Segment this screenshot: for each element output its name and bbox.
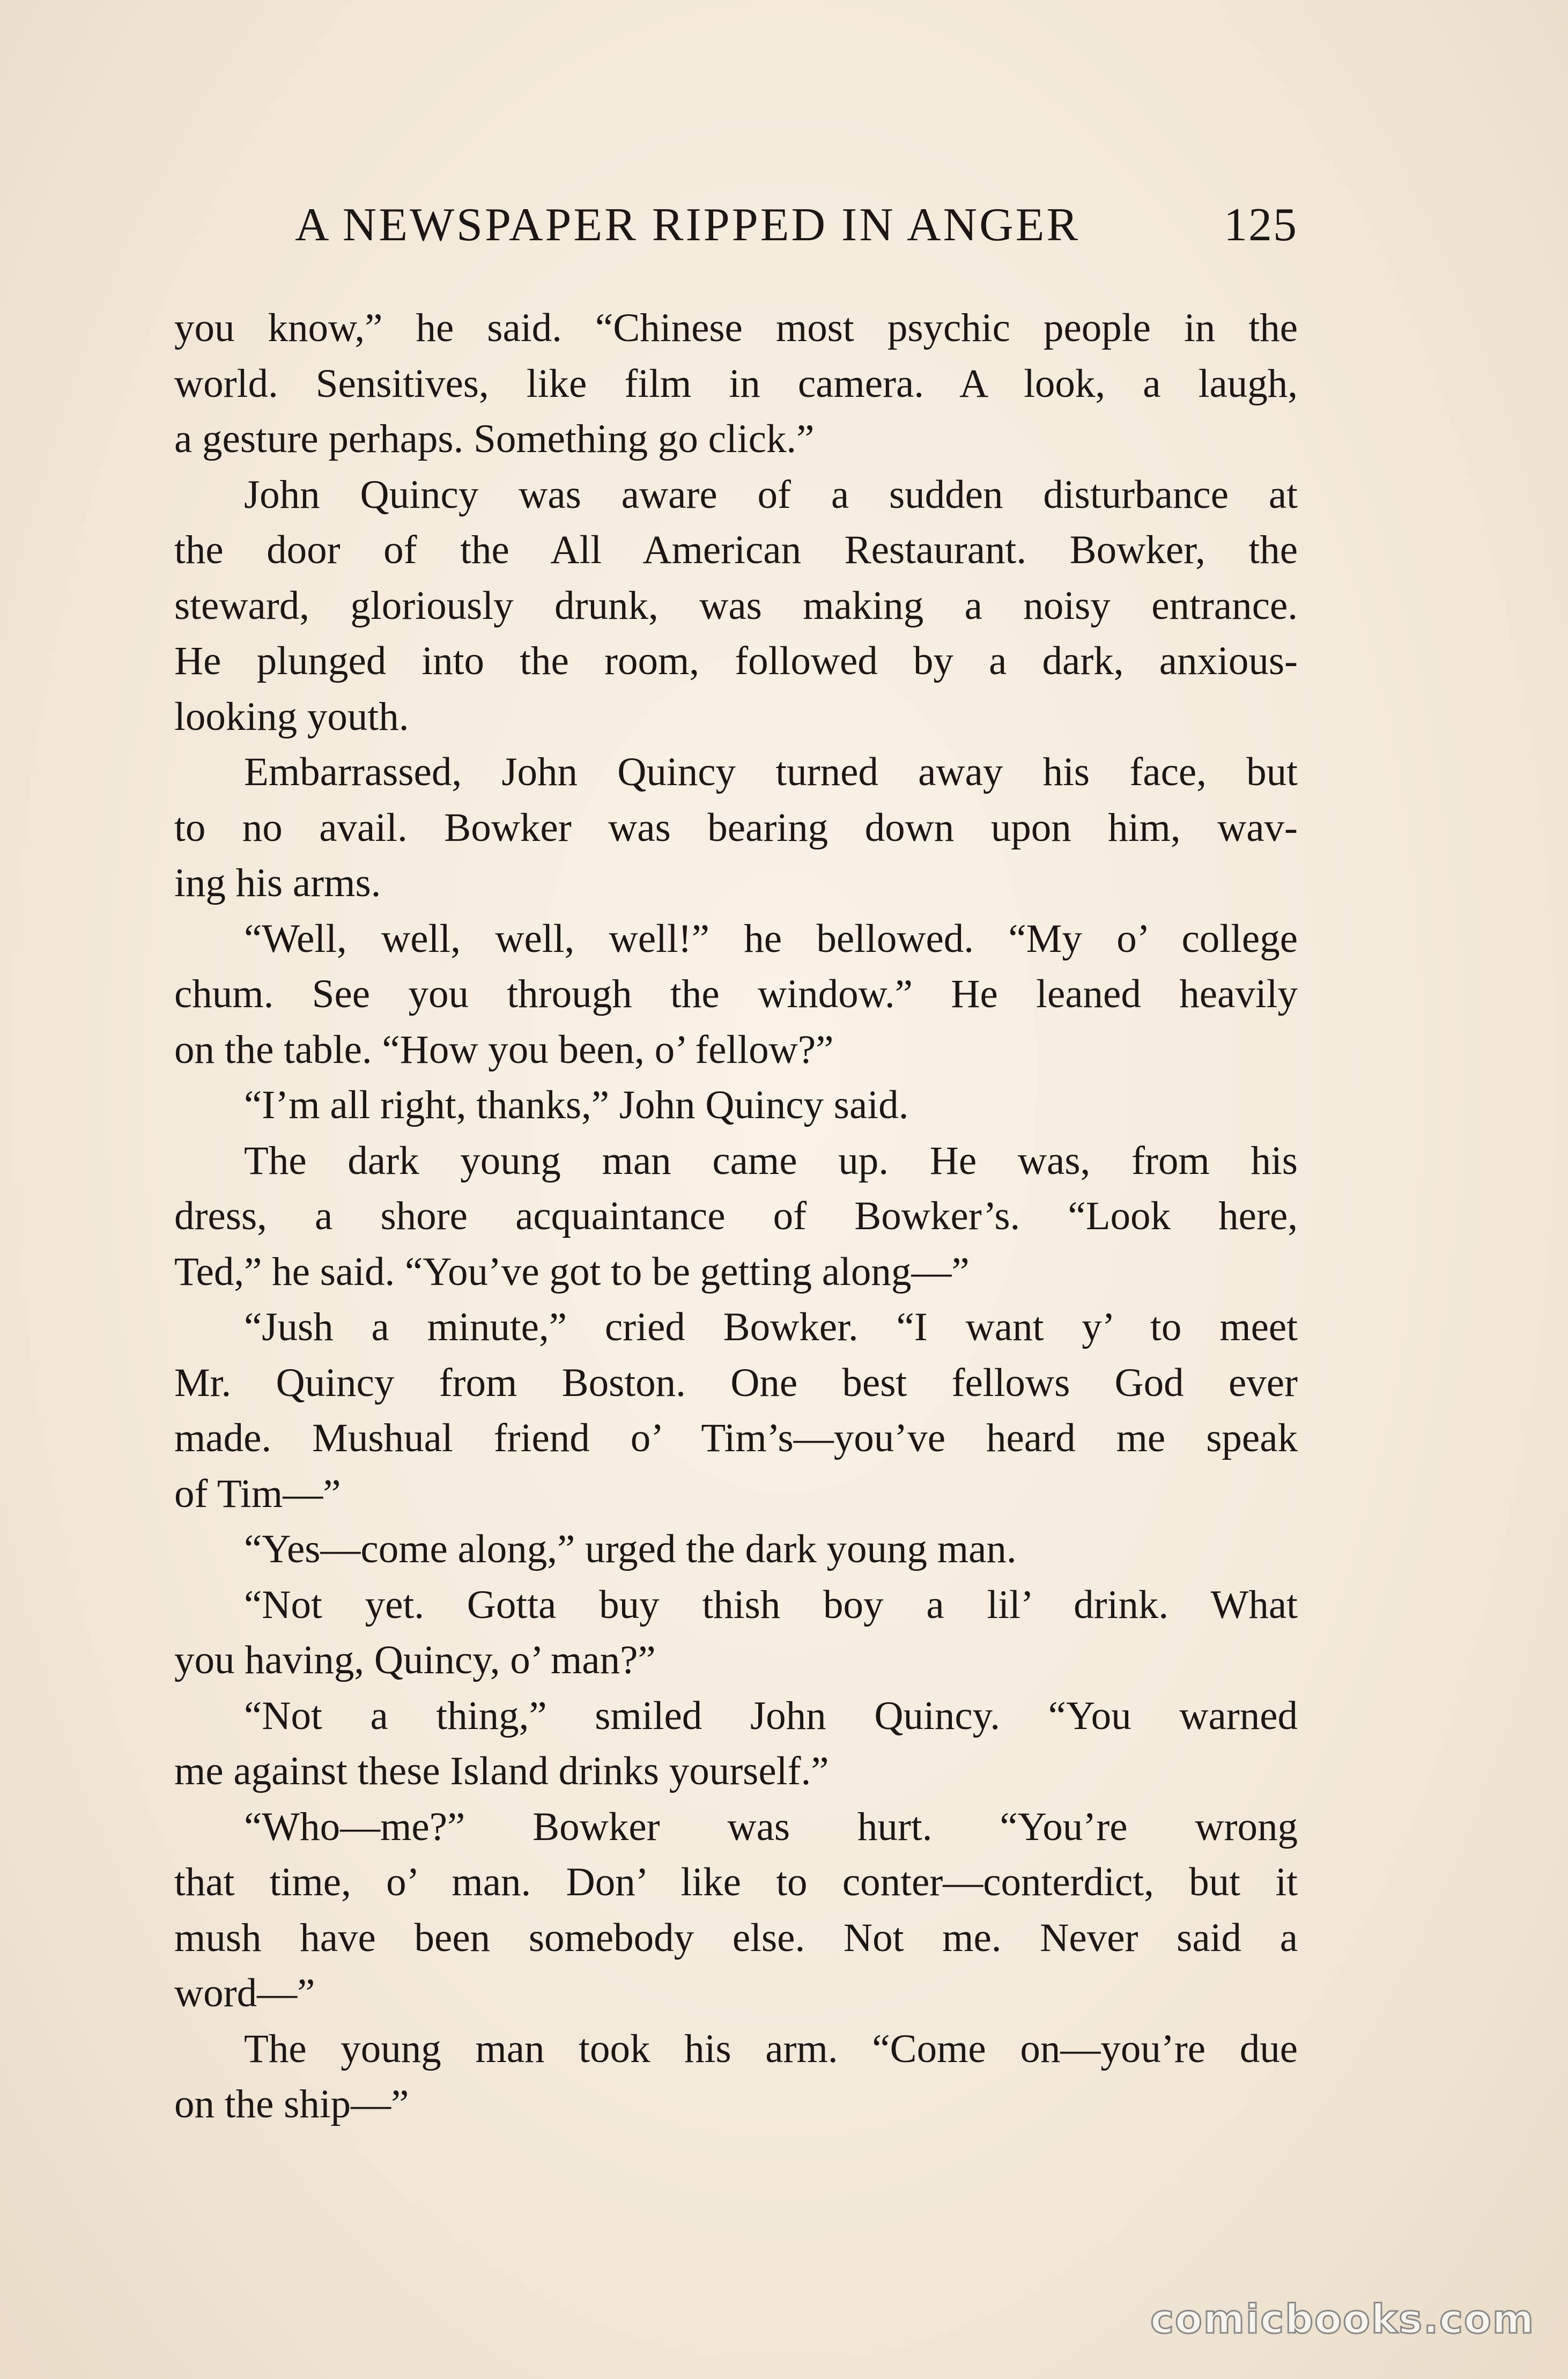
body-text xyxy=(174,300,1298,2132)
text-line: made. Mushual friend o’ Tim’s—you’ve heard me speak xyxy=(174,1416,1298,1460)
page-header xyxy=(177,193,1298,257)
text-line: John Quincy was aware of a sudden disturbance at xyxy=(244,472,1298,517)
text-line: Mr. Quincy from Boston. One best fellows God ever xyxy=(174,1360,1298,1405)
text-line: on the table. “How you been, o’ fellow?” xyxy=(174,1027,834,1072)
running-head: A NEWSPAPER RIPPED IN ANGER xyxy=(295,199,1081,251)
text-line: steward, gloriously drunk, was making a noisy entrance. xyxy=(174,583,1298,628)
text-line: mush have been somebody else. Not me. Never said a xyxy=(174,1915,1298,1960)
text-line: chum. See you through the window.” He leaned heavily xyxy=(174,972,1298,1016)
text-line: you having, Quincy, o’ man?” xyxy=(174,1638,656,1682)
page-number: 125 xyxy=(1224,199,1298,251)
text-line: that time, o’ man. Don’ like to conter—conterdict, but it xyxy=(174,1860,1298,1904)
watermark: comicbooks.com xyxy=(1150,2296,1535,2343)
text-line: “Not yet. Gotta buy thish boy a lil’ drink. What xyxy=(244,1582,1298,1627)
text-line: “Not a thing,” smiled John Quincy. “You warned xyxy=(244,1693,1298,1738)
text-line: word—” xyxy=(174,1971,315,2015)
text-line: on the ship—” xyxy=(174,2082,409,2126)
text-line: “Who—me?” Bowker was hurt. “You’re wrong xyxy=(244,1804,1298,1849)
text-line: He plunged into the room, followed by a dark, anxious- xyxy=(174,639,1298,683)
text-line: Ted,” he said. “You’ve got to be getting along—” xyxy=(174,1249,970,1294)
text-line: me against these Island drinks yourself.” xyxy=(174,1749,829,1793)
text-line: “Jush a minute,” cried Bowker. “I want y’ to meet xyxy=(244,1305,1298,1349)
text-line: of Tim—” xyxy=(174,1471,341,1516)
text-line: “Well, well, well, well!” he bellowed. “My o’ college xyxy=(244,916,1298,961)
text-line: The dark young man came up. He was, from his xyxy=(244,1138,1298,1183)
text-line: looking youth. xyxy=(174,694,409,739)
text-line: Embarrassed, John Quincy turned away his face, but xyxy=(244,750,1298,794)
text-line: world. Sensitives, like film in camera. A look, a laugh, xyxy=(174,361,1298,406)
text-line: The young man took his arm. “Come on—you’re due xyxy=(244,2026,1298,2071)
text-line: the door of the All American Restaurant. Bowker, the xyxy=(174,528,1298,572)
text-line: “I’m all right, thanks,” John Quincy said. xyxy=(244,1083,909,1127)
text-line: ing his arms. xyxy=(174,861,381,905)
text-line: to no avail. Bowker was bearing down upon him, wav- xyxy=(174,805,1298,850)
text-line: you know,” he said. “Chinese most psychic people in the xyxy=(174,306,1298,350)
text-line: dress, a shore acquaintance of Bowker’s. “Look here, xyxy=(174,1194,1298,1238)
text-line: a gesture perhaps. Something go click.” xyxy=(174,417,815,461)
text-line: “Yes—come along,” urged the dark young man. xyxy=(244,1527,1017,1571)
